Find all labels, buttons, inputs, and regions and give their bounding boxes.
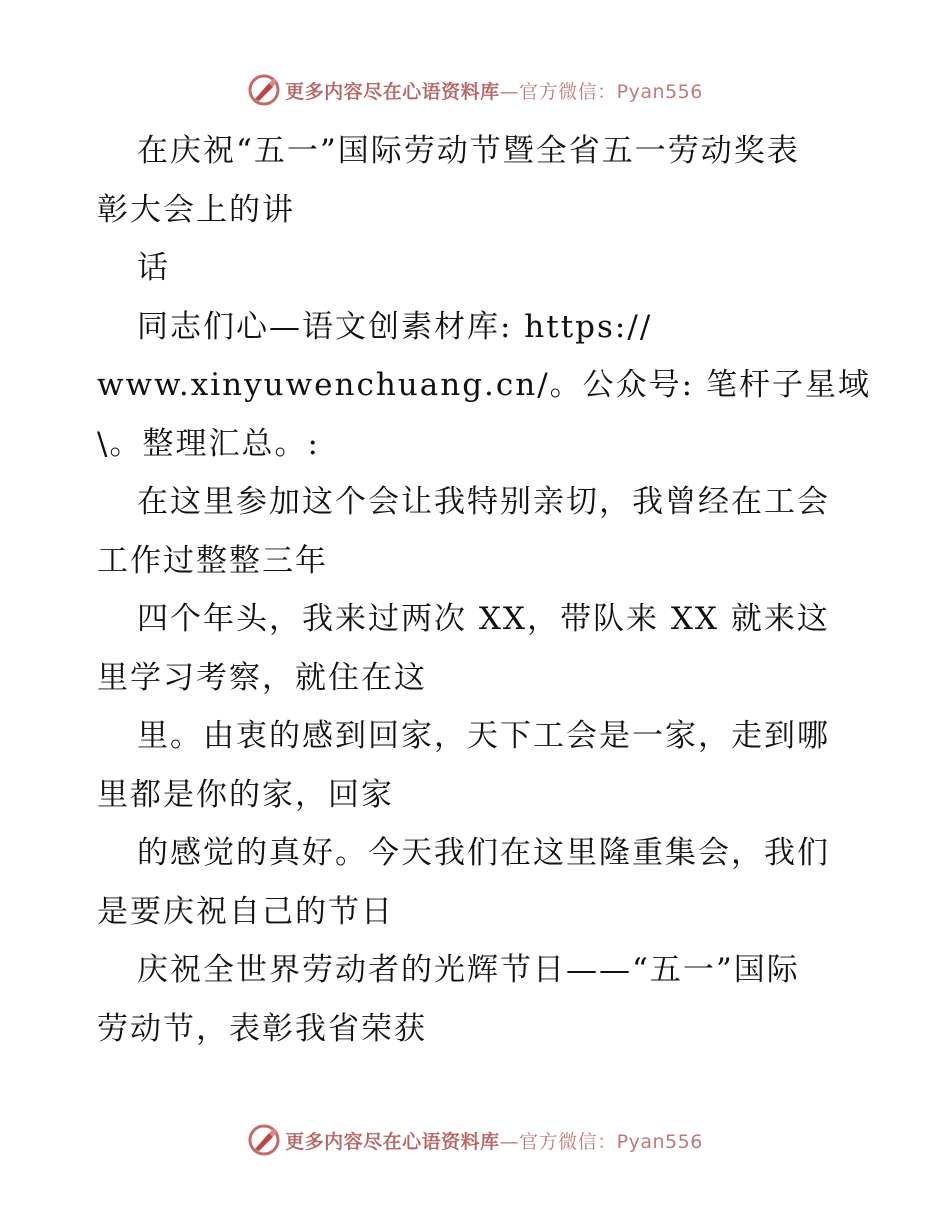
text-line: 四个年头，我来过两次 XX，带队来 XX 就来这 xyxy=(137,601,830,637)
text-line: 的感觉的真好。今天我们在这里隆重集会，我们 xyxy=(137,835,830,871)
footer-banner-text xyxy=(285,1127,703,1154)
text-line: www.xinyuwenchuang.cn/。公众号: 笔杆子星域 xyxy=(97,367,871,403)
header-banner xyxy=(0,70,950,110)
pen-logo-icon xyxy=(247,1123,281,1157)
document-body xyxy=(97,122,871,1058)
pen-logo-icon xyxy=(247,73,281,107)
footer-banner-strong: 更多内容尽在心语资料库 xyxy=(285,1130,500,1153)
footer-banner-rest: —官方微信：Pyan556 xyxy=(499,1130,703,1153)
header-banner-text xyxy=(285,77,703,104)
footer-banner xyxy=(0,1120,950,1160)
text-line: 话 xyxy=(137,250,170,286)
text-line: 同志们心—语文创素材库: https:// xyxy=(137,308,653,345)
text-line: 里。由衷的感到回家，天下工会是一家，走到哪 xyxy=(137,718,830,754)
text-line: 是要庆祝自己的节日 xyxy=(97,893,394,930)
text-line: 里学习考察，就住在这 xyxy=(97,659,427,696)
text-line: 里都是你的家，回家 xyxy=(97,776,394,813)
text-line: 彰大会上的讲 xyxy=(97,191,295,228)
header-banner-rest: —官方微信：Pyan556 xyxy=(499,80,703,103)
text-line: 庆祝全世界劳动者的光辉节日——“五一”国际 xyxy=(137,952,800,988)
text-line: 劳动节，表彰我省荣获 xyxy=(97,1010,427,1047)
text-line: 在庆祝“五一”国际劳动节暨全省五一劳动奖表 xyxy=(137,133,800,169)
text-line: \。整理汇总。: xyxy=(97,425,320,462)
text-line: 在这里参加这个会让我特别亲切，我曾经在工会 xyxy=(137,484,830,520)
text-line: 工作过整整三年 xyxy=(97,542,328,579)
header-banner-strong: 更多内容尽在心语资料库 xyxy=(285,80,500,103)
